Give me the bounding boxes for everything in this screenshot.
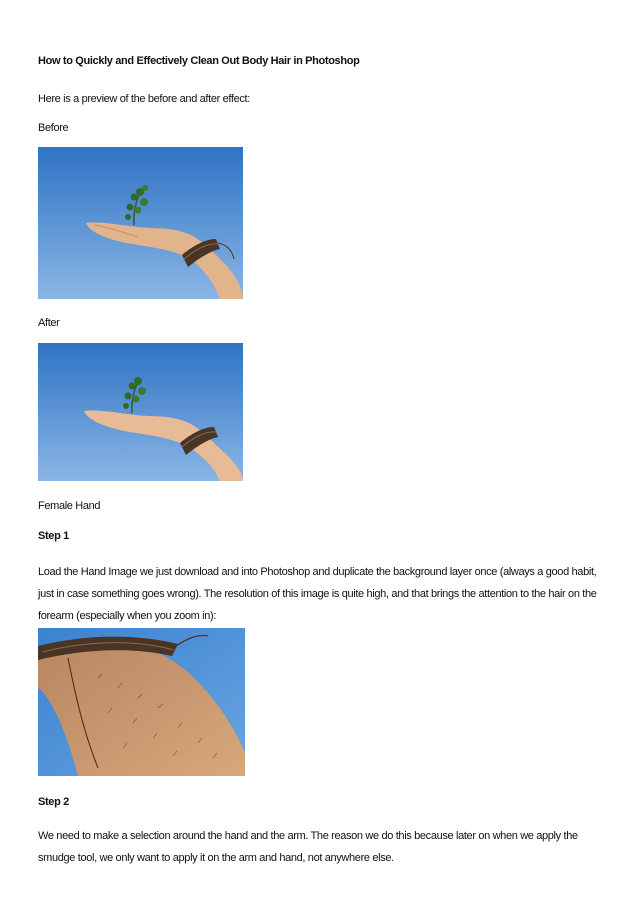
after-label: After: [38, 317, 60, 329]
before-hand-image: [38, 147, 243, 299]
step2-heading: Step 2: [38, 796, 69, 808]
before-label: Before: [38, 122, 69, 134]
step1-text: Load the Hand Image we just download and into Photoshop and duplicate the background layer once (always a good habit, just in case something goes wrong). The resolution of this image is quite high, and that brings the attention to the hair on the forearm (especially when you zoom in):: [38, 566, 597, 622]
step2-text: We need to make a selection around the hand and the arm. The reason we do this because later on when we apply the smudge tool, we only want to apply it on the arm and hand, not anywhere else.: [38, 830, 578, 864]
step1-heading: Step 1: [38, 530, 69, 542]
intro-text: Here is a preview of the before and after effect:: [38, 93, 250, 105]
document-title: How to Quickly and Effectively Clean Out Body Hair in Photoshop: [38, 55, 360, 67]
female-hand-caption: Female Hand: [38, 500, 101, 512]
forearm-image: [38, 628, 245, 776]
after-hand-image: [38, 343, 243, 481]
